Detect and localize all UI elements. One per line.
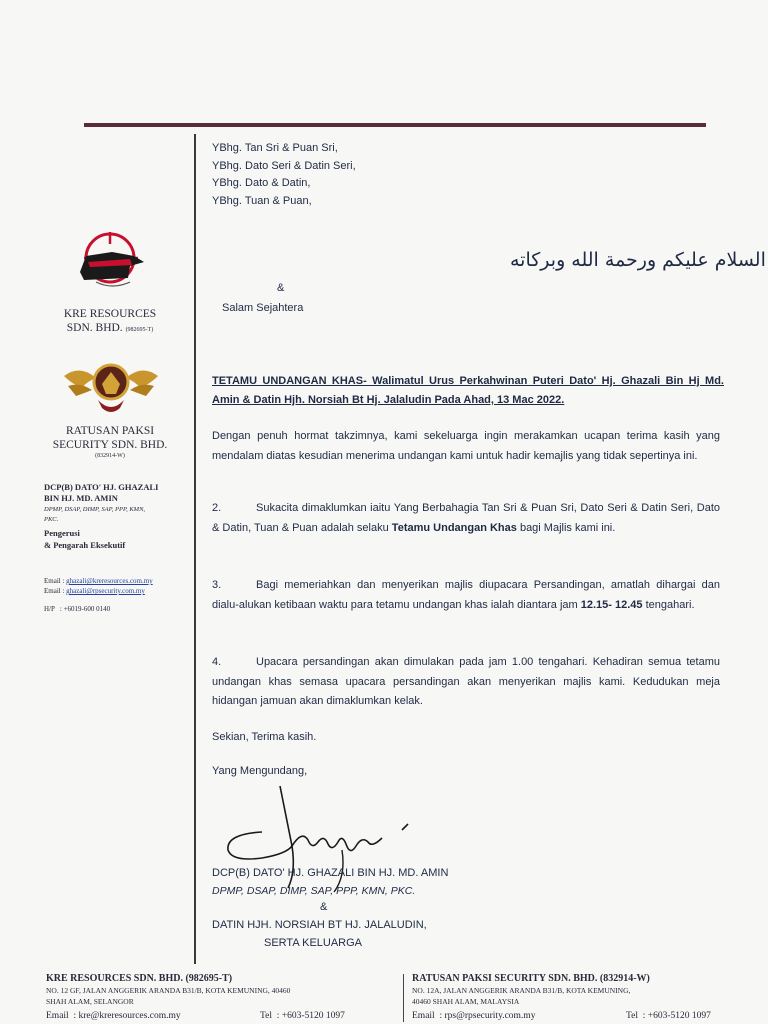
kre-reg-number: (982695-T)	[125, 327, 154, 333]
chairman-name-line2: BIN HJ. MD. AMIN	[44, 493, 118, 503]
email-link-rp[interactable]: ghazali@rpsecurity.com.my	[66, 587, 145, 595]
salutation-list	[212, 140, 356, 210]
paragraph-text: bagi Majlis kami ini.	[516, 521, 616, 534]
hp-label: H/P	[44, 605, 55, 613]
footer-address-line: SHAH ALAM, SELANGOR	[46, 997, 134, 1006]
email-label: Email	[44, 577, 61, 585]
footer-tel: +603-5120 1097	[281, 1011, 345, 1021]
family-line: SERTA KELUARGA	[264, 937, 363, 949]
closing-line: Sekian, Terima kasih.	[212, 731, 317, 743]
footer-address-line: NO. 12 GF, JALAN ANGGERIK ARANDA B31/B, KOTA KEMUNING, 40460	[46, 986, 291, 995]
paragraph-number: 2.	[212, 502, 222, 514]
paragraph-number: 4.	[212, 656, 222, 668]
footer-tel: +603-5120 1097	[647, 1011, 711, 1021]
paragraph-2	[212, 499, 720, 538]
paragraph-bold-text: 12.15- 12.45	[580, 598, 643, 611]
inviting-line: Yang Mengundang,	[212, 765, 308, 777]
letterhead-sidebar	[0, 0, 194, 1024]
chairman-contacts: Email : ghazali@kreresources.com.my Email : ghazali@rpsecurity.com.my H/P : +6019-600 0140	[44, 577, 153, 613]
footer-tel-label: Tel	[626, 1011, 638, 1021]
salutation-line: YBhg. Tuan & Puan,	[212, 194, 312, 207]
kre-name-line1: KRE RESOURCES	[63, 308, 157, 320]
chairman-honours-line2: PKC.	[44, 516, 59, 523]
ratusan-paksi-logo	[62, 360, 160, 416]
salutation-line: YBhg. Tan Sri & Puan Sri,	[212, 142, 338, 154]
footer-address-line: NO. 12A, JALAN ANGGERIK ARANDA B31/B, KOTA KEMUNING,	[412, 986, 631, 995]
footer-contact-line: Email : kre@kreresources.com.my Tel : +603-5120 1097	[46, 1011, 345, 1021]
intro-paragraph: Dengan penuh hormat takzimnya, kami sekeluarga ingin merakamkan ucapan terima kasih yang mendalam diatas kesudian menerima undangan kami untuk hadir kemajlis yang tidak sepertinya ini.	[212, 430, 720, 462]
email-label: Email	[44, 587, 61, 595]
co-signatory-name: DATIN HJH. NORSIAH BT HJ. JALALUDIN,	[212, 919, 427, 931]
kre-name-line2: SDN. BHD.	[66, 322, 123, 334]
salutation-line: YBhg. Dato Seri & Datin Seri,	[212, 159, 356, 172]
salutation-line: YBhg. Dato & Datin,	[212, 177, 311, 189]
paragraph-text: tengahari.	[642, 598, 695, 611]
paragraph-bold-text: Tetamu Undangan Khas	[391, 521, 517, 534]
footer-address-line: 40460 SHAH ALAM, MALAYSIA	[412, 997, 520, 1006]
rp-company-name	[40, 424, 180, 461]
arabic-calligraphy-greeting	[220, 238, 766, 278]
rp-name-line1: RATUSAN PAKSI	[65, 425, 155, 437]
letter-footer	[46, 972, 746, 1024]
signatory-honours: DPMP, DSAP, DIMP, SAP, PPP, KMN, PKC.	[212, 885, 416, 897]
chairman-role-line2: & Pengarah Eksekutif	[44, 540, 126, 550]
paragraph-number: 3.	[212, 579, 222, 591]
svg-text:السلام عليكم ورحمة الله وبركات: السلام عليكم ورحمة الله وبركاته	[510, 249, 766, 271]
kre-company-name	[40, 307, 180, 337]
footer-email[interactable]: rps@rpsecurity.com.my	[444, 1011, 536, 1021]
kre-resources-logo	[72, 232, 152, 294]
paragraph-4	[212, 653, 720, 712]
footer-contact-line: Email : rps@rpsecurity.com.my Tel : +603-5120 1097	[412, 1011, 711, 1021]
rp-reg-number: (832914-W)	[95, 453, 125, 459]
paragraph-text: Sukacita dimaklumkan iaitu Yang Berbahagia Tan Sri & Puan Sri, Dato Seri & Datin Seri, Dato & Datin, Tuan & Puan adalah selaku	[212, 502, 720, 534]
footer-tel-label: Tel	[260, 1011, 272, 1021]
chairman-name-line1: DCP(B) DATO' HJ. GHAZALI	[44, 482, 159, 492]
ampersand: &	[320, 901, 328, 913]
paragraph-text: Upacara persandingan akan dimulakan pada jam 1.00 tengahari. Kehadiran semua tetamu undangan khas semasa upacara persandingan akan menyerikan majlis kami. Kedudukan meja hidangan jamuan akan dimaklumkan kelak.	[212, 656, 720, 707]
letter-subject: TETAMU UNDANGAN KHAS- Walimatul Urus Perkahwinan Puteri Dato' Hj. Ghazali Bin Hj Md. Amin & Datin Hjh. Norsiah Bt Hj. Jalaludin Pada Ahad, 13 Mac 2022.	[212, 375, 724, 406]
footer-email-label: Email	[46, 1011, 69, 1021]
chairman-role-line1: Pengerusi	[44, 528, 80, 538]
chairman-block	[44, 482, 194, 551]
footer-email[interactable]: kre@kreresources.com.my	[78, 1011, 181, 1021]
ampersand: &	[277, 282, 285, 294]
signatory-name: DCP(B) DATO' HJ. GHAZALI BIN HJ. MD. AMIN	[212, 867, 449, 879]
footer-rp	[412, 972, 752, 1023]
email-link-kre[interactable]: ghazali@kreresources.com.my	[66, 577, 153, 585]
salam-sejahtera: Salam Sejahtera	[222, 302, 304, 314]
vertical-rule	[194, 134, 196, 964]
footer-email-label: Email	[412, 1011, 435, 1021]
chairman-honours-line1: DPMP, DSAP, DIMP, SAP, PPP, KMN,	[44, 506, 146, 513]
footer-company-title: RATUSAN PAKSI SECURITY SDN. BHD. (832914-W)	[412, 973, 650, 984]
footer-company-title: KRE RESOURCES SDN. BHD. (982695-T)	[46, 973, 233, 984]
paragraph-3	[212, 576, 720, 615]
paragraph-text: Bagi memeriahkan dan menyerikan majlis diupacara Persandingan, amatlah dihargai dan dialu-alukan ketibaan waktu para tetamu undangan khas ialah diantara jam	[212, 579, 720, 611]
footer-divider	[403, 974, 404, 1022]
rp-name-line2: SECURITY SDN. BHD.	[52, 439, 168, 451]
hp-number: +6019-600 0140	[63, 605, 111, 613]
footer-kre	[46, 972, 386, 1023]
